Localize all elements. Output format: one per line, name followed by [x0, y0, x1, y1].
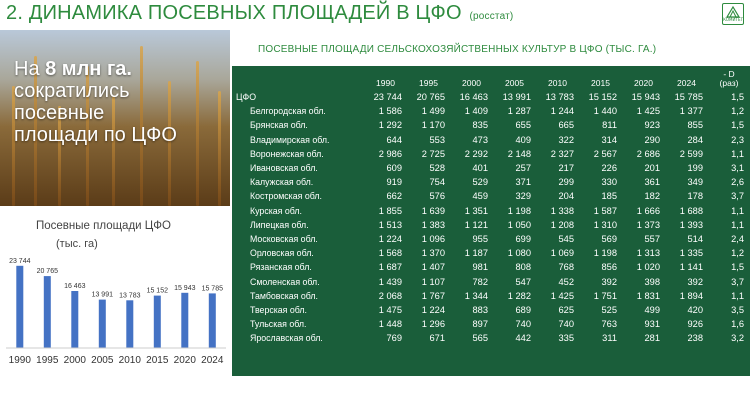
table-cell: 569	[601, 233, 617, 244]
table-cell: 671	[429, 333, 445, 344]
table-cell: 1 393	[679, 219, 703, 230]
table-cell: 1 121	[464, 219, 488, 230]
bar-2000	[71, 291, 78, 348]
table-cell: 1 282	[507, 290, 531, 301]
banner-line1-prefix: На	[14, 58, 46, 80]
table-row	[232, 218, 750, 232]
table-cell: 392	[601, 276, 617, 287]
table-cell: 1 198	[593, 248, 617, 259]
table-cell: 1 287	[507, 106, 531, 117]
table-cell: 335	[558, 333, 574, 344]
region-name: Рязанская обл.	[250, 262, 312, 273]
region-name: Тверская обл.	[250, 304, 307, 315]
decline-value: 1,1	[731, 148, 744, 159]
table-cell: 529	[472, 177, 488, 188]
table-row	[232, 147, 750, 161]
tick-label-2005: 2005	[91, 355, 114, 366]
source-label: (росстат)	[469, 11, 514, 22]
table-cell: 420	[687, 304, 703, 315]
decline-value: 1,1	[731, 205, 744, 216]
table-cell: 1 187	[464, 248, 488, 259]
table-row	[232, 303, 750, 317]
table-body	[232, 90, 750, 345]
table-row	[232, 104, 750, 118]
table-cell: 1 050	[507, 219, 531, 230]
header-year: 1995	[419, 78, 438, 88]
table-cell: 290	[644, 134, 660, 145]
table-cell: 768	[558, 262, 574, 273]
header-decline-line2: (раз)	[719, 78, 739, 88]
table-cell: 1 224	[421, 304, 445, 315]
bar-1990	[16, 266, 23, 348]
banner-line2: сократились	[14, 80, 130, 102]
table-cell: 981	[472, 262, 488, 273]
table-cell: 754	[429, 177, 445, 188]
table-cell: 1 313	[636, 248, 660, 259]
table-cell: 514	[687, 233, 703, 244]
table-cell: 199	[687, 163, 703, 174]
table-cell: 1 513	[378, 219, 402, 230]
logo-text: КОМИТЕТ	[723, 17, 743, 22]
table-row	[232, 90, 750, 104]
table-row	[232, 274, 750, 288]
table-cell: 2 986	[378, 148, 402, 159]
table-cell: 281	[644, 333, 660, 344]
data-label-2015: 15 152	[146, 287, 169, 295]
header-year: 2010	[548, 78, 567, 88]
table-cell: 442	[515, 333, 531, 344]
table-cell: 361	[644, 177, 660, 188]
bar-2010	[126, 300, 133, 348]
table-cell: 545	[558, 233, 574, 244]
table-row	[232, 118, 750, 132]
table-cell: 856	[601, 262, 617, 273]
table-cell: 284	[687, 134, 703, 145]
table-cell: 322	[558, 134, 574, 145]
table-cell: 1 440	[593, 106, 617, 117]
table-cell: 782	[472, 276, 488, 287]
chart-subtitle: (тыс. га)	[56, 238, 98, 250]
region-name: Курская обл.	[250, 205, 302, 216]
header-year: 2000	[462, 78, 481, 88]
table-cell: 855	[687, 120, 703, 131]
table-row	[232, 289, 750, 303]
header-year: 2024	[677, 78, 696, 88]
decline-value: 2,4	[731, 233, 744, 244]
table-cell: 330	[601, 177, 617, 188]
table-cell: 1 568	[378, 248, 402, 259]
table-cell: 201	[644, 163, 660, 174]
table-cell: 740	[515, 319, 531, 330]
bar-2005	[99, 300, 106, 348]
tick-label-1995: 1995	[36, 355, 59, 366]
table-cell: 1 383	[421, 219, 445, 230]
page-title-text: 2. ДИНАМИКА ПОСЕВНЫХ ПЛОЩАДЕЙ В ЦФО	[6, 2, 462, 24]
table-cell: 1 587	[593, 205, 617, 216]
banner-line1-bold: 8 млн га.	[45, 58, 132, 80]
bar-2020	[181, 293, 188, 348]
table-header-row	[232, 66, 750, 90]
header-year: 2015	[591, 78, 610, 88]
table-cell: 299	[558, 177, 574, 188]
table-cell: 13 991	[502, 92, 531, 103]
table-cell: 1 425	[636, 106, 660, 117]
table-cell: 1 224	[378, 233, 402, 244]
table-row	[232, 317, 750, 331]
table-cell: 1 020	[636, 262, 660, 273]
table-cell: 1 335	[679, 248, 703, 259]
table-cell: 1 439	[378, 276, 402, 287]
region-name: Тамбовская обл.	[250, 290, 318, 301]
table-cell: 178	[687, 191, 703, 202]
table-cell: 452	[558, 276, 574, 287]
table-cell: 1 639	[421, 205, 445, 216]
table-cell: 699	[515, 233, 531, 244]
table-row	[232, 331, 750, 345]
table-row	[232, 260, 750, 274]
table-cell: 1 310	[593, 219, 617, 230]
decline-value: 3,5	[731, 304, 744, 315]
table-cell: 1 351	[464, 205, 488, 216]
table-cell: 662	[386, 191, 402, 202]
region-name: Калужская обл.	[250, 177, 314, 188]
table-row	[232, 133, 750, 147]
table-cell: 553	[429, 134, 445, 145]
table-cell: 1 855	[378, 205, 402, 216]
table-cell: 1 373	[636, 219, 660, 230]
table-cell: 20 765	[416, 92, 445, 103]
bar-2015	[154, 296, 161, 348]
table-cell: 763	[601, 319, 617, 330]
table-cell: 1 831	[636, 290, 660, 301]
table-cell: 565	[472, 333, 488, 344]
header-year: 1990	[376, 78, 395, 88]
table-cell: 1 894	[679, 290, 703, 301]
table-cell: 955	[472, 233, 488, 244]
table-cell: 1 170	[421, 120, 445, 131]
table-cell: 2 686	[636, 148, 660, 159]
tick-label-2020: 2020	[173, 355, 196, 366]
table-cell: 1 499	[421, 106, 445, 117]
header-year: 2005	[505, 78, 524, 88]
table-cell: 689	[515, 304, 531, 315]
table-cell: 1 377	[679, 106, 703, 117]
table-cell: 182	[644, 191, 660, 202]
table-cell: 655	[515, 120, 531, 131]
table-row	[232, 246, 750, 260]
header-region	[232, 66, 364, 90]
table-cell: 1 198	[507, 205, 531, 216]
table-row	[232, 161, 750, 175]
table-cell: 923	[644, 120, 660, 131]
decline-value: 3,7	[731, 276, 744, 287]
table-cell: 204	[558, 191, 574, 202]
table-cell: 1 096	[421, 233, 445, 244]
region-name: Липецкая обл.	[250, 219, 309, 230]
page-title	[6, 2, 513, 24]
table-cell: 459	[472, 191, 488, 202]
table-cell: 226	[601, 163, 617, 174]
table-cell: 1 069	[550, 248, 574, 259]
tick-label-2000: 2000	[63, 355, 86, 366]
tick-label-1990: 1990	[8, 355, 31, 366]
table-row	[232, 232, 750, 246]
table-row	[232, 175, 750, 189]
decline-value: 1,1	[731, 219, 744, 230]
table-row	[232, 204, 750, 218]
region-name: Тульская обл.	[250, 319, 307, 330]
table-cell: 13 783	[545, 92, 574, 103]
decline-value: 1,5	[731, 262, 744, 273]
table-cell: 1 475	[378, 304, 402, 315]
tick-label-2010: 2010	[118, 355, 141, 366]
decline-value: 2,6	[731, 177, 744, 188]
data-label-2005: 13 991	[91, 291, 114, 299]
table-cell: 1 107	[421, 276, 445, 287]
table-cell: 811	[602, 120, 617, 131]
table-cell: 185	[601, 191, 617, 202]
table-cell: 257	[515, 163, 531, 174]
decline-value: 3,7	[731, 191, 744, 202]
table-cell: 897	[472, 319, 488, 330]
data-label-2000: 16 463	[64, 283, 86, 290]
table-cell: 919	[386, 177, 402, 188]
region-name: Владимирская обл.	[250, 134, 330, 145]
table-cell: 576	[429, 191, 445, 202]
decline-value: 1,2	[731, 106, 744, 117]
wheat-banner	[0, 30, 230, 206]
table-cell: 769	[386, 333, 402, 344]
table-cell: 314	[601, 134, 617, 145]
bar-chart	[0, 236, 230, 376]
table-cell: 609	[386, 163, 402, 174]
decline-value: 3,2	[731, 333, 744, 344]
table-cell: 15 943	[631, 92, 660, 103]
table-cell: 1 407	[421, 262, 445, 273]
table-cell: 665	[558, 120, 574, 131]
table-cell: 349	[687, 177, 703, 188]
table-cell: 2 725	[421, 148, 445, 159]
table-cell: 1 767	[421, 290, 445, 301]
table-cell: 808	[515, 262, 531, 273]
data-label-2020: 15 943	[174, 284, 196, 292]
banner-line3: посевные	[14, 102, 105, 124]
data-table-container	[232, 66, 750, 376]
region-name: Московская обл.	[250, 233, 318, 244]
table-cell: 238	[687, 333, 703, 344]
decline-value: 1,2	[731, 248, 744, 259]
table-cell: 1 688	[679, 205, 703, 216]
table-cell: 547	[515, 276, 531, 287]
table-cell: 1 338	[550, 205, 574, 216]
table-cell: 23 744	[373, 92, 402, 103]
table-cell: 1 409	[464, 106, 488, 117]
table-cell: 1 448	[378, 319, 402, 330]
header-decline	[708, 66, 750, 90]
decline-value: 1,5	[731, 120, 744, 131]
table-cell: 1 586	[378, 106, 402, 117]
table-title: ПОСЕВНЫЕ ПЛОЩАДИ СЕЛЬСКОХОЗЯЙСТВЕННЫХ КУЛЬТУР В ЦФО (ТЫС. ГА.)	[258, 44, 657, 55]
table-cell: 15 785	[674, 92, 703, 103]
table-cell: 409	[515, 134, 531, 145]
table-cell: 644	[386, 134, 402, 145]
table-cell: 2 567	[593, 148, 617, 159]
table-cell: 1 141	[679, 262, 703, 273]
table-cell: 835	[472, 120, 488, 131]
table-cell: 557	[644, 233, 660, 244]
table-cell: 1 344	[464, 290, 488, 301]
committee-logo	[722, 3, 744, 25]
table-cell: 525	[601, 304, 617, 315]
table-cell: 217	[558, 163, 574, 174]
chart-title: Посевные площади ЦФО	[36, 220, 171, 232]
data-label-1995: 20 765	[36, 268, 59, 276]
table-cell: 398	[644, 276, 660, 287]
table-cell: 2 599	[679, 148, 703, 159]
table-cell: 1 425	[550, 290, 574, 301]
table-cell: 15 152	[588, 92, 617, 103]
table-cell: 883	[472, 304, 488, 315]
table-cell: 931	[644, 319, 660, 330]
decline-value: 1,1	[731, 290, 744, 301]
region-name: ЦФО	[236, 92, 257, 103]
table-cell: 2 292	[464, 148, 488, 159]
banner-line4: площади по ЦФО	[14, 124, 177, 146]
table-cell: 1 751	[593, 290, 617, 301]
table-cell: 625	[558, 304, 574, 315]
table-cell: 2 148	[507, 148, 531, 159]
footer-band	[0, 400, 750, 418]
sown-area-table	[232, 66, 750, 345]
table-cell: 1 666	[636, 205, 660, 216]
tick-label-2024: 2024	[201, 355, 224, 366]
region-name: Ярославская обл.	[250, 333, 323, 344]
table-cell: 473	[472, 134, 488, 145]
region-name: Костромская обл.	[250, 191, 322, 202]
table-cell: 329	[515, 191, 531, 202]
decline-value: 1,6	[731, 319, 744, 330]
region-name: Ивановская обл.	[250, 163, 318, 174]
table-cell: 2 068	[378, 290, 402, 301]
table-cell: 926	[687, 319, 703, 330]
table-cell: 1 208	[550, 219, 574, 230]
header-year: 2020	[634, 78, 653, 88]
region-name: Брянская обл.	[250, 120, 308, 131]
table-cell: 1 296	[421, 319, 445, 330]
region-name: Орловская обл.	[250, 248, 314, 259]
region-name: Воронежская обл.	[250, 148, 324, 159]
table-cell: 1 370	[421, 248, 445, 259]
table-cell: 1 080	[507, 248, 531, 259]
table-cell: 1 292	[378, 120, 402, 131]
tick-label-2015: 2015	[146, 355, 169, 366]
bar-1995	[44, 276, 51, 348]
banner-message	[14, 58, 224, 146]
table-cell: 528	[429, 163, 445, 174]
data-label-1990: 23 744	[9, 257, 31, 265]
table-cell: 392	[687, 276, 703, 287]
data-label-2010: 13 783	[119, 292, 141, 300]
table-row	[232, 189, 750, 203]
bar-2024	[209, 293, 216, 348]
region-name: Смоленская обл.	[250, 276, 320, 287]
table-cell: 16 463	[459, 92, 488, 103]
table-cell: 1 244	[550, 106, 574, 117]
table-cell: 499	[644, 304, 660, 315]
decline-value: 3,1	[731, 163, 744, 174]
table-cell: 740	[558, 319, 574, 330]
table-cell: 401	[472, 163, 488, 174]
decline-value: 1,5	[731, 92, 744, 103]
decline-value: 2,3	[731, 134, 744, 145]
table-cell: 2 327	[550, 148, 574, 159]
table-cell: 311	[602, 333, 617, 344]
table-cell: 371	[515, 177, 531, 188]
table-cell: 1 687	[378, 262, 402, 273]
header-decline-line1: - D	[723, 69, 735, 79]
data-label-2024: 15 785	[201, 285, 224, 293]
region-name: Белгородская обл.	[250, 106, 326, 117]
